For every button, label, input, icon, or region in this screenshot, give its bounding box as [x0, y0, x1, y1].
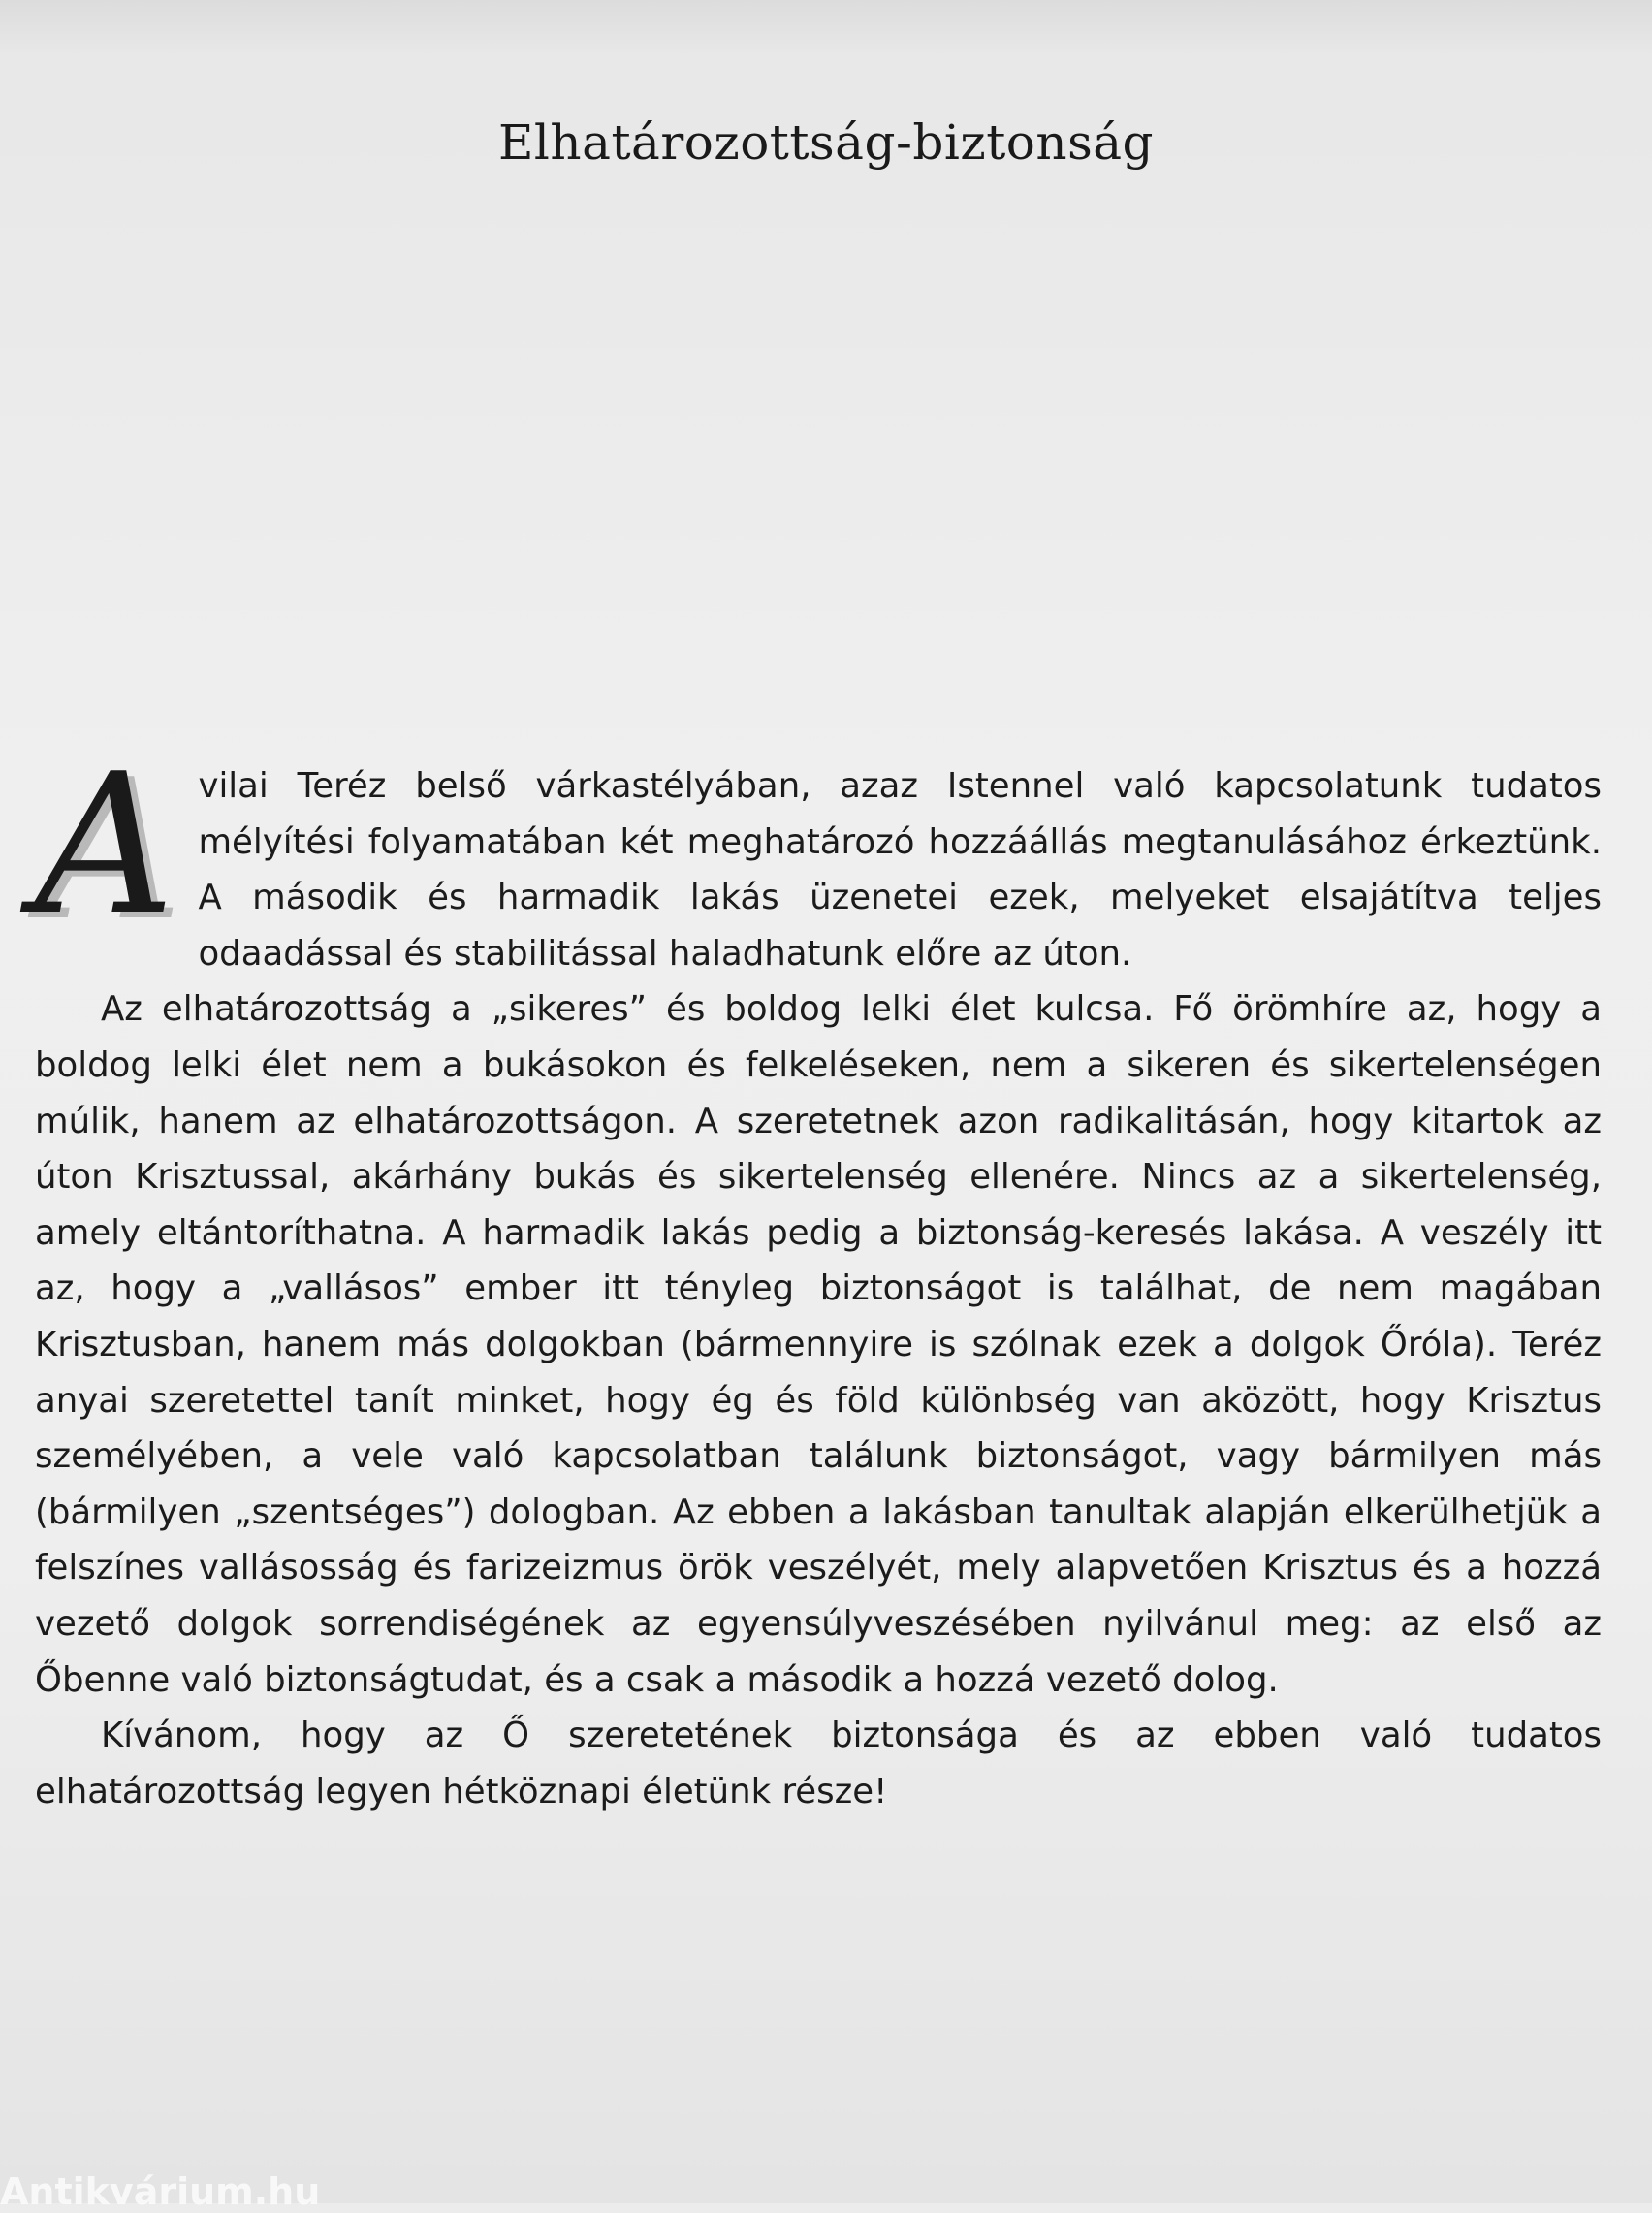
paragraph-main: Az elhatározottság a „sikeres” és boldog lelki élet kulcsa. Fő örömhíre az, hogy a boldog lelki élet nem a bukásokon és felkeléseken, nem a sikeren és sikertelenségen múlik, hanem az elhatározottságon. A szeretetnek azon radikalitásán, hogy kitartok az úton Krisztussal, akárhány bukás és sikertelenség ellenére. Nincs az a sikertelenség, amely eltántoríthatna. A harmadik lakás pedig a biztonság-keresés lakása. A veszély itt az, hogy a „vallásos” ember itt tényleg biztonságot is találhat, de nem magában Krisztusban, hanem más dolgokban (bármennyire is szólnak ezek a dolgok Őróla). Teréz anyai szeretettel tanít minket, hogy ég és föld különbség van aközött, hogy Krisztus személyében, a vele való kapcsolatban találunk biztonságot, vagy bármilyen más (bármilyen „szentséges”) dologban. Az ebben a lakásban tanultak alapján elkerülhetjük a felszínes vallásosság és farizeizmus örök veszélyét, mely alapvetően Krisztus és a hozzá vezető dolgok sorrendiségének az egyensúlyveszésében nyilvánul meg: az első az Őbenne való biztonságtudat, és a csak a második a hozzá vezető dolog.: [35, 989, 1602, 1700]
paragraph-intro: [35, 732, 1602, 981]
watermark-text: Antikvárium.hu: [0, 2170, 321, 2213]
paragraph-closing: Kívánom, hogy az Ő szeretetének biztonsága és az ebben való tudatos elhatározottság legyen hétköznapi életünk része!: [35, 1716, 1602, 1812]
dropcap-letter: A: [35, 732, 175, 958]
paragraph-intro-text: vilai Teréz belső várkastélyában, azaz Istennel való kapcsolatunk tudatos mélyítési folyamatában két meghatározó hozzáállás megtanulásához érkeztünk. A második és harmadik lakás üzenetei ezek, melyeket elsajátítva teljes odaadással és stabilitással haladhatunk előre az úton.: [198, 766, 1602, 974]
chapter-title: Elhatározottság-biztonság: [497, 114, 1155, 171]
page-top-edge: [0, 0, 1652, 56]
chapter-body: [35, 732, 1602, 1819]
